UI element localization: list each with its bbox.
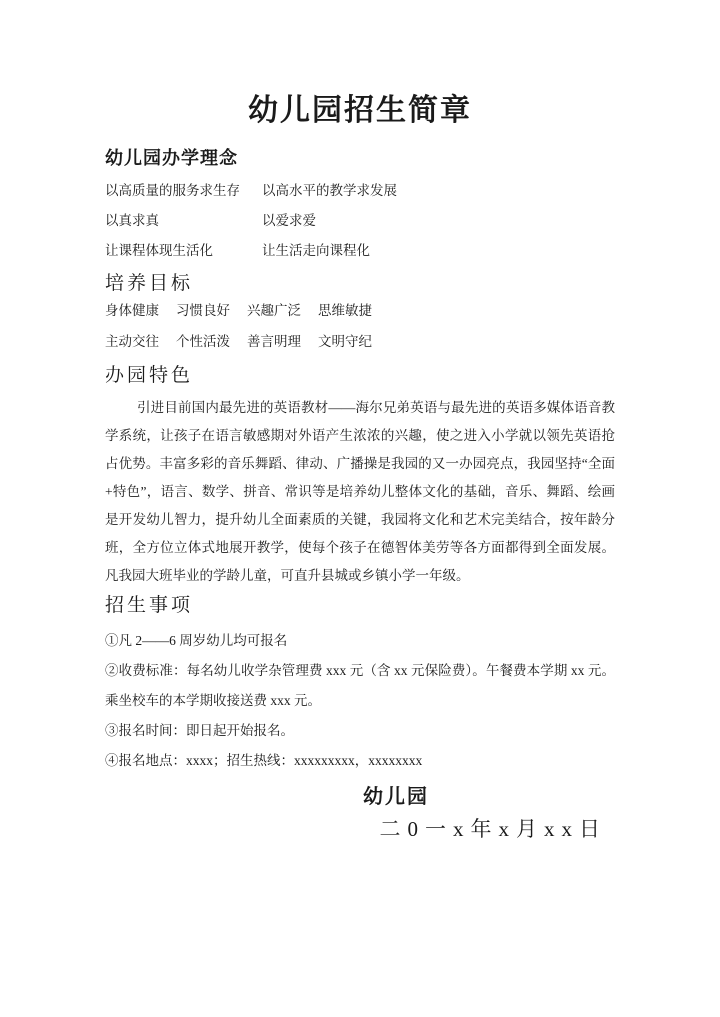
goals-rows xyxy=(105,302,615,351)
philosophy-cell: 以爱求爱 xyxy=(262,213,316,228)
signature-name: 幼儿园 xyxy=(363,786,429,808)
enrollment-items xyxy=(105,626,615,776)
philosophy-cell: 让生活走向课程化 xyxy=(262,243,370,258)
enrollment-item: ④报名地点：xxxx；招生热线：xxxxxxxxx，xxxxxxxx xyxy=(105,753,423,768)
goals-row xyxy=(105,302,615,320)
goal-cell: 习惯良好 xyxy=(176,303,230,318)
philosophy-cell: 以高质量的服务求生存 xyxy=(105,183,240,198)
heading-philosophy: 幼儿园办学理念 xyxy=(105,148,238,168)
enrollment-item: ②收费标准：每名幼儿收学杂管理费 xxx 元（含 xx 元保险费）。午餐费本学期 xx 元。乘坐校车的本学期收接送费 xxx 元。 xyxy=(105,663,615,708)
goal-cell: 身体健康 xyxy=(105,303,159,318)
signature-date: 二0一x年x月xx日 xyxy=(379,817,607,841)
enrollment-item: ①凡 2——6 周岁幼儿均可报名 xyxy=(105,633,288,648)
heading-enrollment: 招生事项 xyxy=(105,595,194,616)
goal-cell: 个性活泼 xyxy=(176,334,230,349)
philosophy-row xyxy=(105,212,615,230)
goal-cell: 兴趣广泛 xyxy=(247,303,301,318)
heading-features: 办园特色 xyxy=(105,365,194,386)
philosophy-rows xyxy=(105,182,615,260)
document-title: 幼儿园招生简章 xyxy=(248,94,472,127)
heading-goals: 培养目标 xyxy=(105,273,194,294)
goals-row xyxy=(105,333,615,351)
goal-cell: 善言明理 xyxy=(247,334,301,349)
features-paragraph: 引进目前国内最先进的英语教材——海尔兄弟英语与最先进的英语多媒体语音教学系统，让孩子在语言敏感期对外语产生浓浓的兴趣，使之进入小学就以领先英语抢占优势。丰富多彩的音乐舞蹈、律动、广播操是我园的又一办园亮点，我园坚持“全面+特色”，语言、数学、拼音、常识等是培养幼儿整体文化的基础，音乐、舞蹈、绘画是开发幼儿智力，提升幼儿全面素质的关键，我园将文化和艺术完美结合，按年龄分班，全方位立体式地展开教学，使每个孩子在德智体美劳等各方面都得到全面发展。凡我园大班毕业的学龄儿童，可直升县城或乡镇小学一年级。 xyxy=(105,400,615,583)
philosophy-cell: 以高水平的教学求发展 xyxy=(262,183,397,198)
philosophy-row xyxy=(105,182,615,200)
goal-cell: 文明守纪 xyxy=(318,334,372,349)
philosophy-cell: 以真求真 xyxy=(105,213,159,228)
philosophy-cell: 让课程体现生活化 xyxy=(105,243,213,258)
goal-cell: 主动交往 xyxy=(105,334,159,349)
goal-cell: 思维敏捷 xyxy=(318,303,372,318)
philosophy-row xyxy=(105,242,615,260)
enrollment-item: ③报名时间：即日起开始报名。 xyxy=(105,723,294,738)
